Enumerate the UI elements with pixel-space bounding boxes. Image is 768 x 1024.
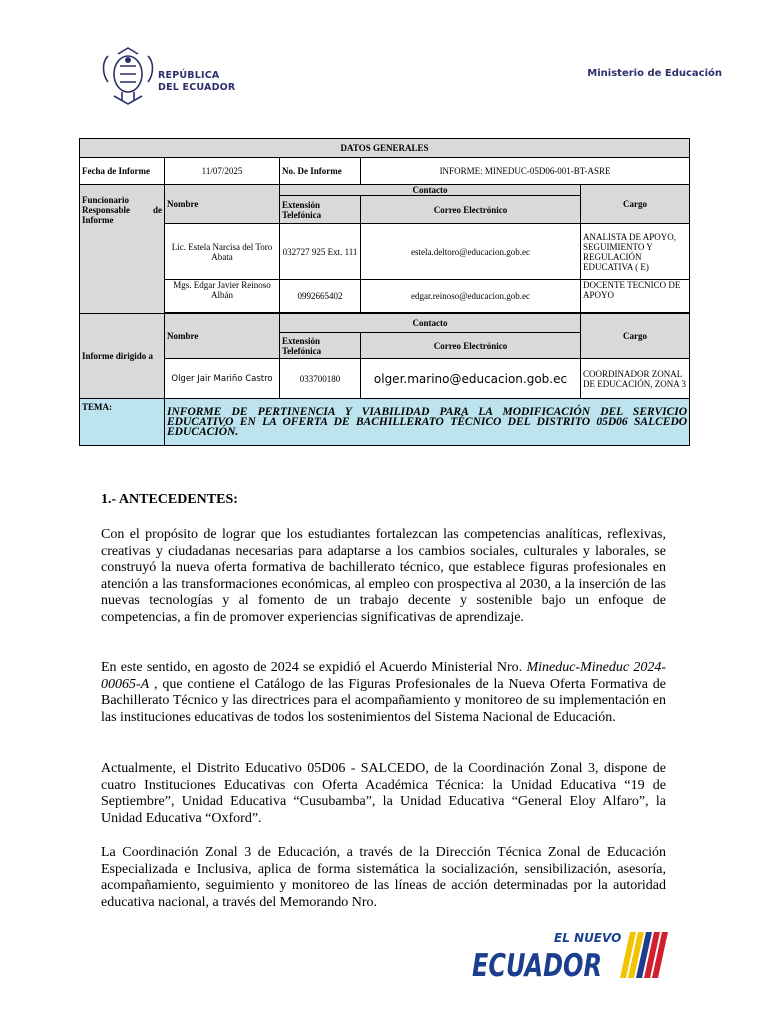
responsable-1-correo: estela.deltoro@educacion.gob.ec [361, 224, 581, 280]
paragraph-4-text: La Coordinación Zonal 3 de Educación, a través de la Dirección Técnica Zonal de Educación Especializada e Inclusiva, aplica de forma sistemática la socialización, sensibilización, asesoría, acompañamiento, seguimiento y monitoreo de las líneas de acción determinadas por la autoridad educativa nacional, a través del Memorando Nro. [101, 845, 666, 910]
dirigido-label: Informe dirigido a [80, 314, 165, 399]
tema-value: INFORME DE PERTINENCIA Y VIABILIDAD PARA LA MODIFICACIÓN DEL SERVICIO EDUCATIVO EN LA OFERTA DE BACHILLERATO TÉCNICO DEL DISTRITO 05D06 SALCEDO EDUCACIÓN. [165, 399, 690, 446]
dirigido-extension-header: Extensión Telefónica [280, 333, 361, 359]
no-informe-value: INFORME: MINEDUC-05D06-001-BT-ASRE [361, 158, 690, 185]
fecha-label: Fecha de Informe [80, 158, 165, 185]
extension-header: Extensión Telefónica [280, 196, 361, 224]
paragraph-4 [101, 845, 666, 911]
dirigido-correo-header: Correo Electrónico [361, 333, 581, 359]
el-nuevo-ecuador-icon [470, 928, 670, 986]
datos-generales-table [79, 138, 690, 446]
ministerio-label: Ministerio de Educación [587, 68, 722, 79]
dirigido-cargo: COORDINADOR ZONAL DE EDUCACIÓN, ZONA 3 [581, 359, 690, 399]
section-heading: 1.- ANTECEDENTES: [101, 492, 238, 507]
responsable-2-nombre: Mgs. Edgar Javier Reinoso Albán [165, 280, 280, 313]
el-nuevo-text: EL NUEVO [554, 931, 622, 945]
el-nuevo-ecuador-logo [470, 928, 670, 986]
correo-header: Correo Electrónico [361, 196, 581, 224]
dirigido-nombre-header: Nombre [165, 314, 280, 359]
tema-label: TEMA: [80, 399, 165, 446]
responsable-label [80, 185, 165, 314]
responsable-2-correo: edgar.reinoso@educacion.gob.ec [361, 280, 581, 313]
no-informe-label: No. De Informe [280, 158, 361, 185]
responsable-1-ext: 032727 925 Ext. 111 [280, 224, 361, 280]
nombre-header: Nombre [165, 185, 280, 224]
republica-logo [100, 44, 240, 110]
paragraph-2-italic: Mineduc-Mineduc 2024-00065-A [101, 660, 666, 692]
paragraph-2-a: En este sentido, en agosto de 2024 se expidió el Acuerdo Ministerial Nro. [101, 660, 527, 675]
ecuador-text: ECUADOR [472, 948, 602, 984]
dirigido-ext: 033700180 [280, 359, 361, 399]
dirigido-nombre: Olger Jair Mariño Castro [165, 359, 280, 399]
responsable-1-cargo: ANALISTA DE APOYO, SEGUIMIENTO Y REGULACIÓN EDUCATIVA ( E) [581, 224, 690, 280]
fecha-value: 11/07/2025 [165, 158, 280, 185]
republica-line2: DEL ECUADOR [158, 82, 236, 93]
paragraph-3 [101, 761, 666, 827]
paragraph-2 [101, 660, 666, 726]
paragraph-3-text: Actualmente, el Distrito Educativo 05D06 - SALCEDO, de la Coordinación Zonal 3, dispone de cuatro Instituciones Educativas con Oferta Académica Técnica: la Unidad Educativa “19 de Septiembre”, Unidad Educativa “Cusubamba”, la Unidad Educativa “General Eloy Alfaro”, la Unidad Educativa “Oxford”. [101, 761, 666, 826]
dirigido-correo: olger.marino@educacion.gob.ec [361, 359, 581, 399]
paragraph-2-b: , que contiene el Catálogo de las Figuras Profesionales de la Nueva Oferta Formativa de Bachillerato Técnico y las directrices para el acompañamiento y monitoreo de su implementación en las instituciones educativas de todos los sostenimientos del Sistema Nacional de Educación. [101, 676, 666, 725]
responsable-label-text: Funcionario Responsable de Informe [82, 195, 162, 225]
responsable-2-cargo: DOCENTE TECNICO DE APOYO [581, 280, 690, 313]
responsable-2-ext: 0992665402 [280, 280, 361, 313]
cargo-header: Cargo [581, 185, 690, 224]
dirigido-cargo-header: Cargo [581, 314, 690, 359]
dirigido-contacto-header: Contacto [280, 314, 581, 333]
paragraph-1 [101, 527, 666, 627]
responsable-1-nombre: Lic. Estela Narcisa del Toro Abata [165, 224, 280, 280]
paragraph-1-text: Con el propósito de lograr que los estudiantes fortalezcan las competencias analíticas, reflexivas, creativas y ciudadanas necesarias para adaptarse a los cambios sociales, culturales y laborales, se construyó la nueva oferta formativa de bachillerato técnico, que establece figuras profesionales en atención a las transformaciones económicas, al empleo con prospectiva al 2030, a la inserción de las nuevas tecnologías y al fomento de un trabajo decente y sostenible bajo un enfoque de competencias, a fin de promover experiencias significativas de aprendizaje. [101, 527, 666, 625]
contacto-header: Contacto [280, 185, 581, 196]
republica-line1: REPÚBLICA [158, 70, 220, 81]
table-title: DATOS GENERALES [80, 139, 690, 158]
coat-of-arms-icon [100, 44, 156, 110]
